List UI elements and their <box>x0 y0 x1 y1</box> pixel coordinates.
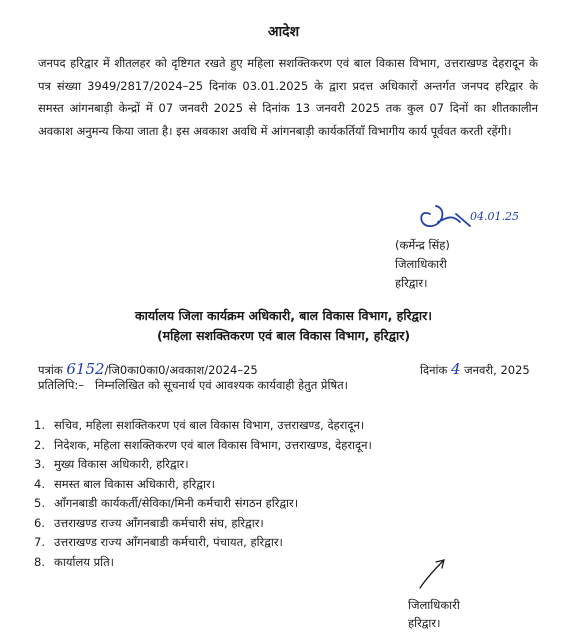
signature-block-2 <box>408 596 460 632</box>
list-item: 1. सचिव, महिला सशक्तिकरण एवं बाल विकास विभाग, उत्तराखण्ड, देहरादून। <box>34 418 365 432</box>
order-paragraph: जनपद हरिद्वार में शीतलहर को दृष्टिगत रखते हुए महिला सशक्तिकरण एवं बाल विकास विभाग, उत्तराखण्ड देहरादून के पत्र संख्या 3949/2817/2024–25 दिनांक 03.01.2025 के द्वारा प्रदत्त अधिकारों अन्तर्गत जनपद हरिद्वार के समस्त आंगनबाड़ी केन्द्रों में 07 जनवरी 2025 से दिनांक 13 जनवरी 2025 तक कुल 07 दिनों का शीतकालीन अवकाश अनुमन्य किया जाता है। इस अवकाश अवधि में आंगनबाड़ी कार्यकर्तियॉं विभागीय कार्य पूर्ववत करती रहेंगी। <box>38 56 538 138</box>
list-item: 8. कार्यालय प्रति। <box>34 554 115 569</box>
list-item: 4. समस्त बाल विकास अधिकारी, हरिद्वार। <box>34 476 216 491</box>
order-title: आदेश <box>267 24 300 40</box>
date-handwritten: 4 <box>450 360 461 378</box>
date-suffix: जनवरी, 2025 <box>464 363 530 377</box>
signatory-designation-2: जिलाधिकारी <box>408 598 460 612</box>
list-item: 5. ऑंगनबाडी कार्यकर्ती/सेविका/मिनी कर्मचारी संगठन हरिद्वार। <box>34 496 299 510</box>
list-item: 7. उत्तराखण्ड राज्य ऑंगनबाडी कर्मचारी, पंचायत, हरिद्वार। <box>34 535 283 549</box>
signatory-designation: जिलाधिकारी <box>395 257 447 271</box>
copy-text: निम्नलिखित को सूचनार्थ एवं आवश्यक कार्यवाही हेतुत प्रेषित। <box>94 378 349 392</box>
patrank-suffix: /जि0का0का0/अवकाश/2024–25 <box>104 363 258 377</box>
office-line-1: कार्यालय जिला कार्यक्रम अधिकारी, बाल विकास विभाग, हरिद्वार। <box>135 308 432 323</box>
signatory-name: (कर्मेन्द्र सिंह) <box>395 238 450 252</box>
list-item: 6. उत्तराखण्ड राज्य ऑंगनबाडी कर्मचारी संघ, हरिद्वार। <box>34 515 264 530</box>
date-label: दिनांक <box>420 363 448 377</box>
list-item: 2. निदेशक, महिला सशक्तिकरण एवं बाल विकास विभाग, उत्तराखण्ड, देहरादून। <box>34 437 372 452</box>
office-line-2: (महिला सशक्तिकरण एवं बाल विकास विभाग, हरिद्वार) <box>156 328 411 343</box>
signature-date-handwritten: 04.01.25 <box>470 210 519 223</box>
copy-label: प्रतिलिपि:– <box>38 378 84 392</box>
list-item: 3. मुख्य विकास अधिकारी, हरिद्वार। <box>34 457 189 471</box>
signatory-place-2: हरिद्वार। <box>408 616 441 630</box>
patrank-label: पत्रांक <box>38 363 63 377</box>
signatory-place: हरिद्वार। <box>395 276 428 290</box>
patrank-handwritten: 6152 <box>66 360 105 378</box>
